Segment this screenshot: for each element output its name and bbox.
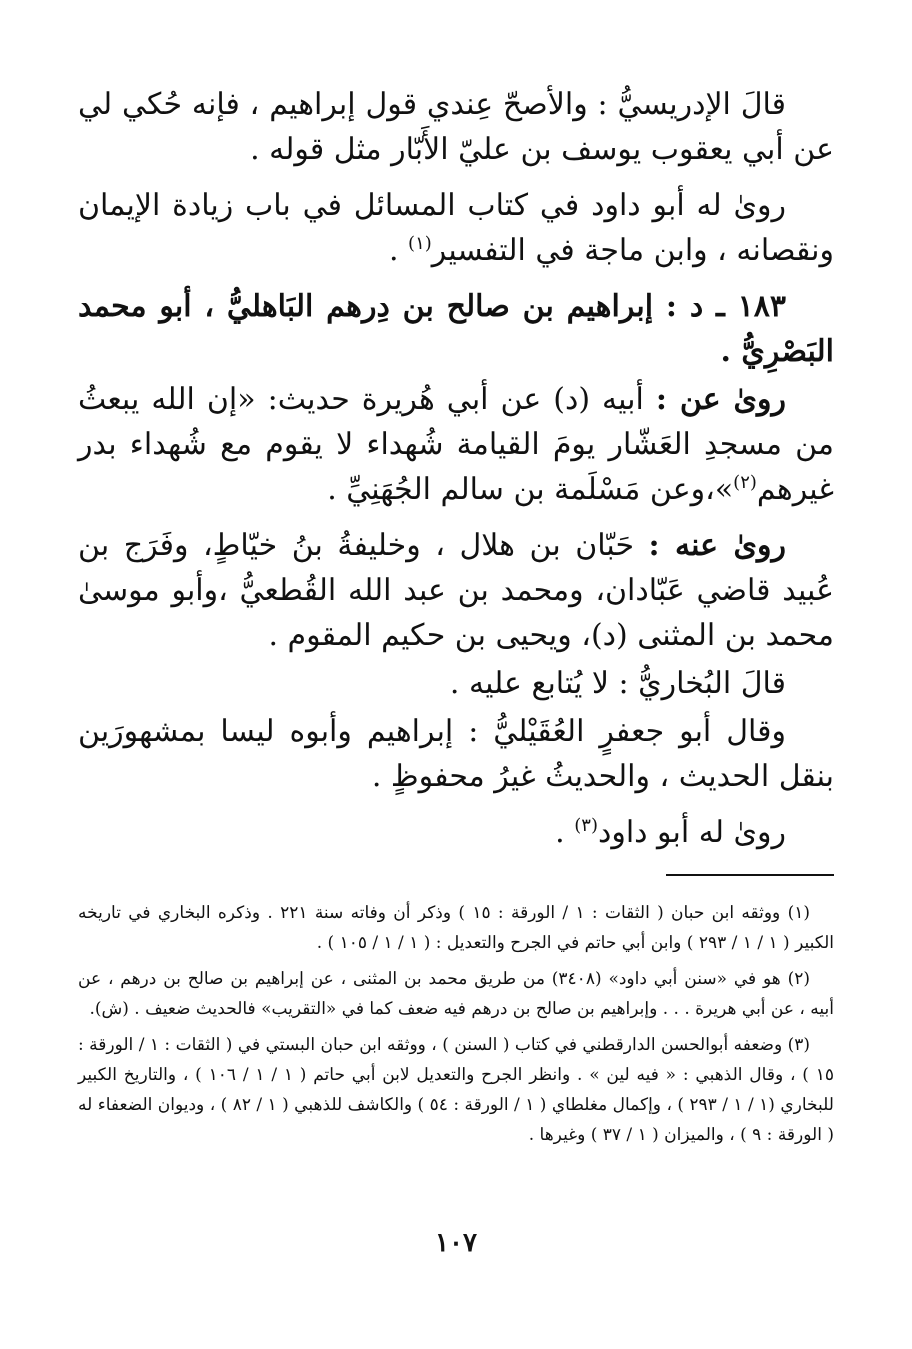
footnote-ref-3[interactable]: (٣): [574, 815, 598, 836]
paragraph-end: .: [388, 233, 409, 268]
narrated-from-text-b: »،وعن مَسْلَمة بن سالم الجُهَنِيِّ .: [327, 472, 734, 507]
paragraph-text: روىٰ له أبو داود في كتاب المسائل في باب زيادة الإيمان ونقصانه ، وابن ماجة في التفسير: [78, 188, 834, 268]
paragraph-narrated-abu-dawud-1: [78, 183, 834, 273]
entry-183-heading: [78, 284, 834, 374]
paragraph-uqayli: [78, 709, 834, 799]
paragraph-idrisi: [78, 82, 834, 172]
narrated-from-text-a: أبيه (د) عن أبي هُريرة حديث: «إن الله يبعثُ من مسجدِ العَشّار يومَ القيامة شُهداء لا يقوم مع شُهداء بدر غيرهم: [78, 382, 834, 507]
paragraph-narrated-abu-dawud-2: [78, 810, 834, 855]
narrated-by-text: حَبّان بن هلال ، وخليفةُ بنُ خيّاطٍ، وفَرَج بن عُبيد قاضي عَبّادان، ومحمد بن عبد الله القُطعيُّ ،وأبو موسىٰ محمد بن المثنى (د)، ويحيى بن حكيم المقوم .: [78, 528, 834, 653]
footnote-ref-2[interactable]: (٢): [733, 472, 757, 493]
footnote-1: (١) ووثقه ابن حبان ( الثقات : ١ / الورقة : ١٥ ) وذكر أن وفاته سنة ٢٢١ . وذكره البخاري في تاريخه الكبير ( ١ / ١ / ٢٩٣ ) وابن أبي حاتم في الجرح والتعديل : ( ١ / ١ / ١٠٥ ) .: [78, 903, 834, 953]
narrated-from-label: روىٰ عن :: [655, 382, 787, 417]
footnote-ref-1[interactable]: (١): [408, 233, 432, 254]
paragraph-idrisi-text: قالَ الإدريسيُّ : والأصحّ عِندي قول إبراهيم ، فإنه حُكي لي عن أبي يعقوب يوسف بن عليّ الأَبّار مثل قوله .: [78, 87, 834, 167]
paragraph-narrated-by: [78, 523, 834, 658]
footnote-3: (٣) وضعفه أبوالحسن الدارقطني في كتاب ( السنن ) ، ووثقه ابن حبان البستي في ( الثقات : ١ / الورقة : ١٥ ) ، وقال الذهبي : « فيه لين » . وانظر الجرح والتعديل لابن أبي حاتم ( ١ / ١ / ١٠٦ ) ، والتاريخ الكبير للبخاري (١ / ١ / ٢٩٣ ) ، وإكمال مغلطاي ( ١ / الورقة : ٥٤ ) والكاشف للذهبي ( ١ / ٨٢ ) ، وديوان الضعفاء له ( الورقة : ٩ ) ، والميزان ( ١ / ٣٧ ) وغيرها .: [78, 1035, 834, 1145]
entry-number: ١٨٣ ـ د :: [665, 289, 786, 324]
paragraph-uqayli-text: وقال أبو جعفرٍ العُقَيْليُّ : إبراهيم وأبوه ليسا بمشهورَين بنقل الحديث ، والحديثُ غيرُ محفوظٍ .: [78, 714, 834, 794]
main-text: [78, 82, 834, 855]
paragraph-end: .: [555, 815, 575, 850]
footnote-divider: [666, 874, 834, 876]
narrated-by-label: روىٰ عنه :: [648, 528, 786, 563]
paragraph-text: روىٰ له أبو داود: [597, 815, 786, 850]
footnotes: [78, 898, 834, 1156]
page-number: ١٠٧: [435, 1228, 477, 1258]
paragraph-narrated-from: [78, 377, 834, 512]
footnote-2: (٢) هو في «سنن أبي داود» (٣٤٠٨) من طريق محمد بن المثنى ، عن إبراهيم بن صالح بن درهم ، عن أبيه ، عن أبي هريرة . . . وإبراهيم بن صالح بن درهم فيه ضعف كما في «التقريب» فالحديث ضعيف . (ش).: [78, 969, 834, 1019]
entry-name: إبراهيم بن صالح بن دِرهم البَاهليُّ ، أبو محمد البَصْرِيُّ .: [78, 289, 834, 369]
paragraph-bukhari-text: قالَ البُخاريُّ : لا يُتابع عليه .: [449, 666, 786, 701]
paragraph-bukhari: [78, 661, 834, 706]
